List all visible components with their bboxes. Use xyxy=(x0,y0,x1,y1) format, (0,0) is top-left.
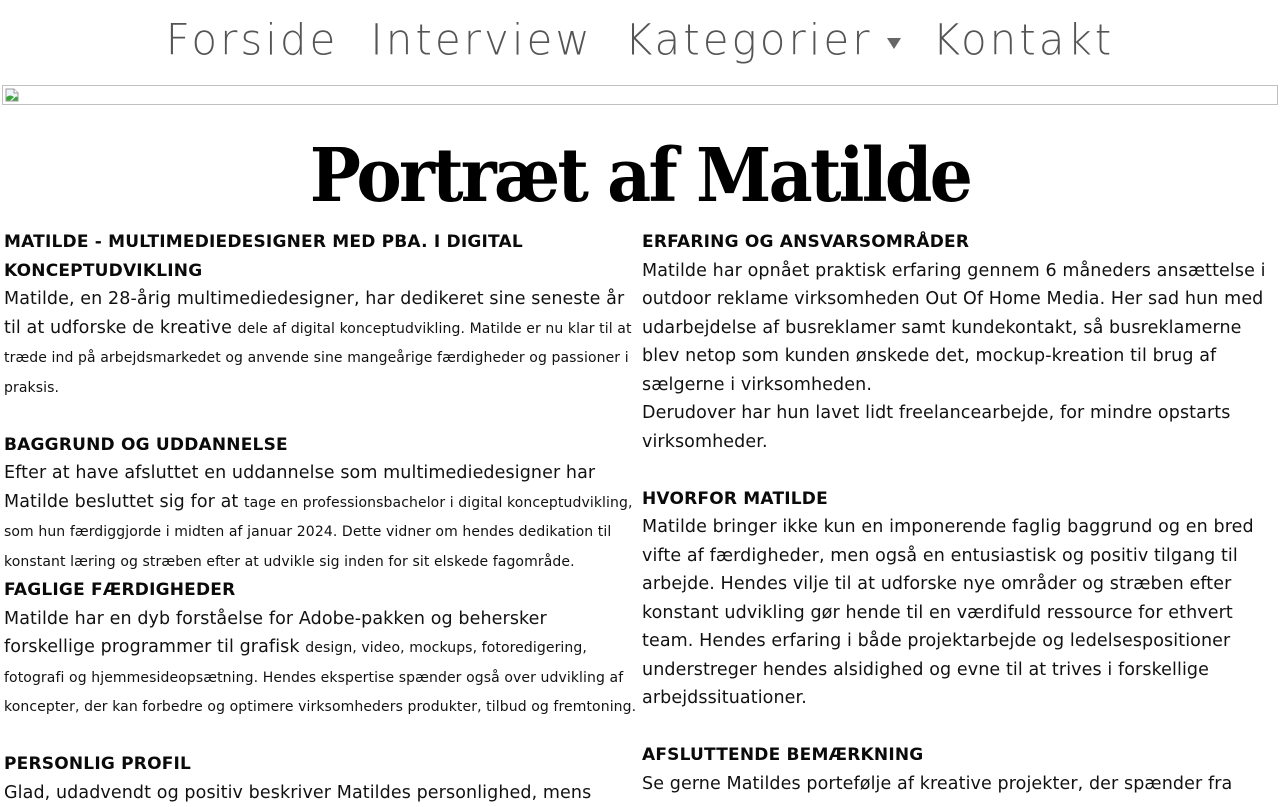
nav-link-kontakt[interactable]: Kontakt xyxy=(933,19,1115,62)
nav-item-kategorier xyxy=(625,19,901,61)
nav-link-interview[interactable]: Interview xyxy=(370,19,592,62)
section-heading: ERFARING OG ANSVARSOMRÅDER xyxy=(642,228,1278,257)
nav-item-interview xyxy=(370,19,592,61)
page-title: Portræt af Matilde xyxy=(51,132,1229,221)
nav-link-forside[interactable]: Forside xyxy=(166,19,339,62)
spacer xyxy=(4,722,640,751)
text-small: dele af digital konceptudvikling. Matilde er nu klar til at træde ind på arbejdsmarkedet og anvende sine mangeårige færdigheder og passioner i praksis. xyxy=(4,321,632,396)
caret-down-icon[interactable] xyxy=(887,38,901,49)
main-navigation xyxy=(0,0,1280,80)
section-heading: PERSONLIG PROFIL xyxy=(4,750,640,779)
nav-item-kontakt xyxy=(933,19,1115,61)
broken-image-icon xyxy=(5,88,19,102)
section-heading: MATILDE - MULTIMEDIEDESIGNER MED PBA. I DIGITAL KONCEPTUDVIKLING xyxy=(4,228,640,285)
section-heading: BAGGRUND OG UDDANNELSE xyxy=(4,431,640,460)
section-text xyxy=(4,285,640,402)
hero-image xyxy=(2,85,1278,105)
section-heading: FAGLIGE FÆRDIGHEDER xyxy=(4,576,640,605)
nav-list xyxy=(166,19,1115,61)
text-large: Efter at have afsluttet en uddannelse som multimediedesigner har Matilde besluttet sig for at xyxy=(4,463,595,512)
section-text: Glad, udadvendt og positiv beskriver Matildes personlighed, mens xyxy=(4,779,640,807)
text-large: Matilde har en dyb forståelse for Adobe-pakken og behersker forskellige programmer til grafisk xyxy=(4,609,547,658)
text-large: Matilde, en 28-årig multimediedesigner, har dedikeret sine seneste år til at udforske de kreative xyxy=(4,289,624,338)
section-skills xyxy=(4,576,640,722)
section-closing xyxy=(642,741,1278,798)
nav-item-forside xyxy=(166,19,339,61)
section-background xyxy=(4,431,640,577)
spacer xyxy=(4,402,640,431)
spacer xyxy=(642,713,1278,742)
section-heading: HVORFOR MATILDE xyxy=(642,485,1278,514)
section-intro xyxy=(4,228,640,402)
section-text xyxy=(4,605,640,722)
text-small: tage en professionsbachelor i digital konceptudvikling, som hun færdiggjorde i midten af januar 2024. Dette vidner om hendes dedikation til konstant læring og stræben efter at udvikle sig inden for sit elskede fagområde. xyxy=(4,495,633,570)
section-text: Derudover har hun lavet lidt freelancearbejde, for mindre opstarts virksomheder. xyxy=(642,399,1278,456)
section-why xyxy=(642,485,1278,713)
spacer xyxy=(642,456,1278,485)
section-text: Se gerne Matildes portefølje af kreative projekter, der spænder fra xyxy=(642,770,1278,799)
nav-link-kategorier[interactable]: Kategorier xyxy=(625,19,873,62)
left-column xyxy=(4,228,640,807)
section-text xyxy=(4,459,640,576)
section-profile xyxy=(4,750,640,807)
section-text: Matilde bringer ikke kun en imponerende faglig baggrund og en bred vifte af færdigheder, men også en entusiastisk og positiv tilgang til arbejde. Hendes vilje til at udforske nye områder og stræben efter konstant udvikling gør hende til en værdifuld ressource for ethvert team. Hendes erfaring i både projektarbejde og ledelsespositioner understreger hendes alsidighed og evne til at trives i forskellige arbejdssituationer. xyxy=(642,513,1278,713)
section-text: Matilde har opnået praktisk erfaring gennem 6 måneders ansættelse i outdoor reklame virksomheden Out Of Home Media. Her sad hun med udarbejdelse af busreklamer samt kundekontakt, så busreklamerne blev netop som kunden ønskede det, mockup-kreation til brug af sælgerne i virksomheden. xyxy=(642,257,1278,400)
section-experience xyxy=(642,228,1278,456)
section-heading: AFSLUTTENDE BEMÆRKNING xyxy=(642,741,1278,770)
right-column xyxy=(642,228,1278,798)
text-small: design, video, mockups, fotoredigering, fotografi og hjemmesideopsætning. Hendes ekspertise spænder også over udvikling af koncepter, der kan forbedre og optimere virksomheders produkter, tilbud og fremtoning. xyxy=(4,640,636,715)
